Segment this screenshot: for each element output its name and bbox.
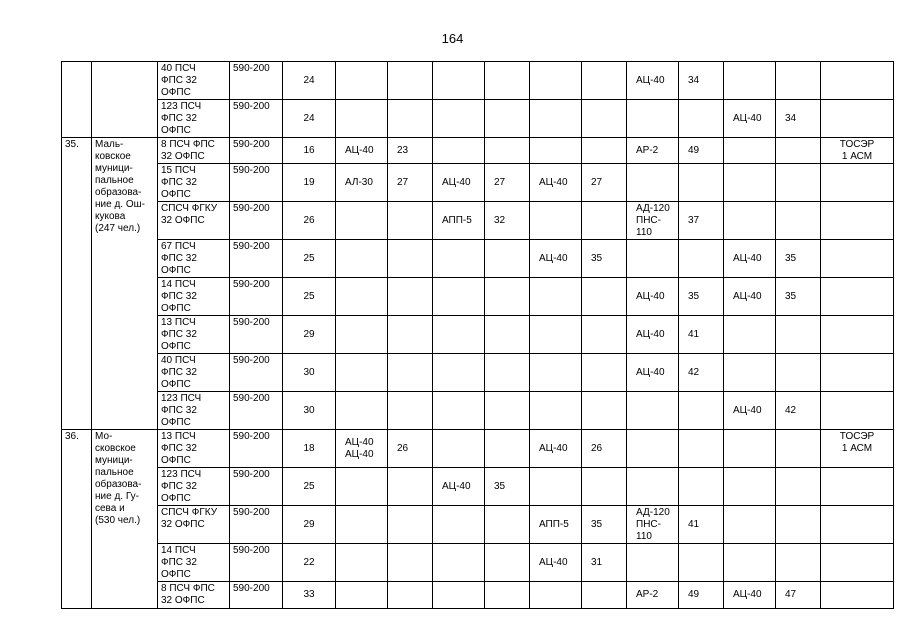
vehicle-time: 26 [388, 430, 433, 468]
vehicle-type: АЦ-40 [724, 100, 776, 138]
page-number: 164 [441, 31, 464, 46]
vehicle-time [679, 544, 724, 582]
vehicle-type: АЦ-40 [724, 582, 776, 609]
base-time: 29 [283, 316, 336, 354]
vehicle-type: АЦ-40 [627, 354, 679, 392]
note [821, 202, 894, 240]
note [821, 544, 894, 582]
vehicle-time [582, 392, 627, 430]
vehicle-time [485, 138, 530, 164]
vehicle-type [530, 138, 582, 164]
fire-unit: СПСЧ ФГКУ 32 ОФПС [158, 202, 230, 240]
unit-code: 590-200 [230, 164, 283, 202]
vehicle-type [433, 62, 485, 100]
fire-unit: 14 ПСЧ ФПС 32 ОФПС [158, 544, 230, 582]
vehicle-time [485, 278, 530, 316]
vehicle-type [724, 506, 776, 544]
base-time: 16 [283, 138, 336, 164]
vehicle-time [582, 202, 627, 240]
fire-unit: 13 ПСЧ ФПС 32 ОФПС [158, 430, 230, 468]
vehicle-type: АЦ-40 [530, 164, 582, 202]
vehicle-time [485, 430, 530, 468]
vehicle-time [485, 240, 530, 278]
table-row [62, 468, 894, 506]
vehicle-type [627, 468, 679, 506]
settlement-name: Мо- сковское муници- пальное образова- ние д. Гу- сева и (530 чел.) [92, 430, 158, 609]
vehicle-time: 42 [679, 354, 724, 392]
vehicle-type [724, 430, 776, 468]
vehicle-type [724, 354, 776, 392]
vehicle-time [679, 392, 724, 430]
vehicle-type [336, 468, 388, 506]
vehicle-type [627, 240, 679, 278]
vehicle-type [433, 392, 485, 430]
note [821, 506, 894, 544]
vehicle-time [776, 164, 821, 202]
settlement-number: 35. [62, 138, 92, 430]
vehicle-type: АД-120 ПНС- 110 [627, 506, 679, 544]
vehicle-type [724, 164, 776, 202]
vehicle-time [582, 354, 627, 392]
vehicle-type [433, 354, 485, 392]
note: ТОСЭР 1 АСМ [821, 138, 894, 164]
settlement-name [92, 62, 158, 138]
vehicle-time: 27 [388, 164, 433, 202]
vehicle-type [724, 468, 776, 506]
vehicle-type [336, 354, 388, 392]
vehicle-type: АЦ-40 [336, 138, 388, 164]
vehicle-type [530, 100, 582, 138]
vehicle-type [433, 316, 485, 354]
vehicle-type: АЦ-40 [433, 164, 485, 202]
base-time: 25 [283, 468, 336, 506]
table-row [62, 100, 894, 138]
vehicle-type [627, 544, 679, 582]
settlement-name: Маль- ковское муници- пальное образова- ние д. Ош- кукова (247 чел.) [92, 138, 158, 430]
vehicle-time [485, 544, 530, 582]
vehicle-type: АПП-5 [530, 506, 582, 544]
vehicle-type: АЦ-40 [724, 240, 776, 278]
note [821, 468, 894, 506]
vehicle-type [627, 392, 679, 430]
base-time: 30 [283, 392, 336, 430]
vehicle-type: АЛ-30 [336, 164, 388, 202]
base-time: 22 [283, 544, 336, 582]
base-time: 30 [283, 354, 336, 392]
vehicle-type [724, 138, 776, 164]
vehicle-time [388, 544, 433, 582]
vehicle-time [485, 582, 530, 609]
vehicle-time: 31 [582, 544, 627, 582]
fire-unit: 14 ПСЧ ФПС 32 ОФПС [158, 278, 230, 316]
vehicle-time [485, 392, 530, 430]
vehicle-type [336, 100, 388, 138]
settlement-number [62, 62, 92, 138]
table-row [62, 430, 894, 468]
vehicle-type [433, 138, 485, 164]
base-time: 24 [283, 62, 336, 100]
vehicle-time: 34 [776, 100, 821, 138]
vehicle-type [336, 278, 388, 316]
unit-code: 590-200 [230, 316, 283, 354]
table-row [62, 582, 894, 609]
vehicle-type [433, 430, 485, 468]
vehicle-time [582, 316, 627, 354]
vehicle-time [679, 164, 724, 202]
vehicle-time [388, 316, 433, 354]
base-time: 18 [283, 430, 336, 468]
unit-code: 590-200 [230, 582, 283, 609]
table-row [62, 278, 894, 316]
vehicle-time [582, 468, 627, 506]
vehicle-type [627, 100, 679, 138]
vehicle-type: АЦ-40 [530, 544, 582, 582]
vehicle-type: АР-2 [627, 138, 679, 164]
table-row [62, 240, 894, 278]
vehicle-time: 41 [679, 506, 724, 544]
vehicle-time [582, 278, 627, 316]
base-time: 24 [283, 100, 336, 138]
unit-code: 590-200 [230, 62, 283, 100]
vehicle-time [485, 100, 530, 138]
vehicle-time [679, 240, 724, 278]
vehicle-type [627, 164, 679, 202]
vehicle-type [433, 506, 485, 544]
vehicle-time: 47 [776, 582, 821, 609]
vehicle-type [530, 202, 582, 240]
fire-unit: 15 ПСЧ ФПС 32 ОФПС [158, 164, 230, 202]
vehicle-time [388, 202, 433, 240]
vehicle-type [336, 544, 388, 582]
fire-deployment-table [61, 61, 894, 609]
vehicle-type [530, 62, 582, 100]
vehicle-time [388, 62, 433, 100]
vehicle-time [776, 506, 821, 544]
vehicle-type: АЦ-40 [627, 62, 679, 100]
unit-code: 590-200 [230, 278, 283, 316]
vehicle-time: 35 [679, 278, 724, 316]
vehicle-type: АЦ-40 [627, 278, 679, 316]
vehicle-time [776, 316, 821, 354]
vehicle-time: 34 [679, 62, 724, 100]
vehicle-time: 49 [679, 138, 724, 164]
note: ТОСЭР 1 АСМ [821, 430, 894, 468]
table-row [62, 202, 894, 240]
vehicle-time [388, 468, 433, 506]
note [821, 354, 894, 392]
vehicle-time [679, 100, 724, 138]
vehicle-type [336, 392, 388, 430]
vehicle-type [433, 240, 485, 278]
vehicle-type: АР-2 [627, 582, 679, 609]
note [821, 62, 894, 100]
vehicle-type [530, 278, 582, 316]
note [821, 240, 894, 278]
vehicle-time: 26 [582, 430, 627, 468]
vehicle-time [776, 62, 821, 100]
vehicle-type [530, 316, 582, 354]
vehicle-time [776, 468, 821, 506]
vehicle-type: АЦ-40 [530, 240, 582, 278]
note [821, 582, 894, 609]
vehicle-time: 41 [679, 316, 724, 354]
vehicle-time [388, 506, 433, 544]
fire-unit: 123 ПСЧ ФПС 32 ОФПС [158, 468, 230, 506]
vehicle-type: АД-120 ПНС- 110 [627, 202, 679, 240]
unit-code: 590-200 [230, 430, 283, 468]
vehicle-time [776, 138, 821, 164]
note [821, 164, 894, 202]
vehicle-type [336, 316, 388, 354]
table-row [62, 506, 894, 544]
vehicle-time [679, 468, 724, 506]
vehicle-time: 32 [485, 202, 530, 240]
vehicle-type [627, 430, 679, 468]
vehicle-time [582, 62, 627, 100]
vehicle-type: АЦ-40 АЦ-40 [336, 430, 388, 468]
table-row [62, 164, 894, 202]
fire-unit: СПСЧ ФГКУ 32 ОФПС [158, 506, 230, 544]
vehicle-type: АПП-5 [433, 202, 485, 240]
vehicle-type [530, 582, 582, 609]
note [821, 100, 894, 138]
vehicle-type [336, 582, 388, 609]
vehicle-type [336, 62, 388, 100]
vehicle-time [388, 582, 433, 609]
unit-code: 590-200 [230, 544, 283, 582]
vehicle-time: 49 [679, 582, 724, 609]
base-time: 26 [283, 202, 336, 240]
vehicle-time: 23 [388, 138, 433, 164]
unit-code: 590-200 [230, 202, 283, 240]
vehicle-type [530, 392, 582, 430]
vehicle-time [776, 354, 821, 392]
base-time: 19 [283, 164, 336, 202]
vehicle-time: 27 [582, 164, 627, 202]
vehicle-type [724, 316, 776, 354]
unit-code: 590-200 [230, 100, 283, 138]
unit-code: 590-200 [230, 392, 283, 430]
unit-code: 590-200 [230, 468, 283, 506]
vehicle-time [582, 582, 627, 609]
vehicle-type [433, 100, 485, 138]
vehicle-time [679, 430, 724, 468]
vehicle-time [388, 240, 433, 278]
table-row [62, 316, 894, 354]
fire-unit: 123 ПСЧ ФПС 32 ОФПС [158, 392, 230, 430]
vehicle-time: 35 [582, 240, 627, 278]
fire-unit: 123 ПСЧ ФПС 32 ОФПС [158, 100, 230, 138]
vehicle-type [724, 544, 776, 582]
vehicle-type: АЦ-40 [530, 430, 582, 468]
base-time: 29 [283, 506, 336, 544]
vehicle-time [388, 392, 433, 430]
settlement-number: 36. [62, 430, 92, 609]
fire-unit: 13 ПСЧ ФПС 32 ОФПС [158, 316, 230, 354]
vehicle-time: 35 [582, 506, 627, 544]
vehicle-time [388, 278, 433, 316]
vehicle-type [433, 582, 485, 609]
table-row [62, 62, 894, 100]
vehicle-type [724, 62, 776, 100]
vehicle-time [485, 316, 530, 354]
table-row [62, 138, 894, 164]
vehicle-time: 27 [485, 164, 530, 202]
note [821, 392, 894, 430]
note [821, 278, 894, 316]
base-time: 25 [283, 240, 336, 278]
base-time: 33 [283, 582, 336, 609]
vehicle-time: 35 [776, 240, 821, 278]
vehicle-type [433, 544, 485, 582]
vehicle-time [485, 506, 530, 544]
vehicle-time [388, 100, 433, 138]
vehicle-time [485, 354, 530, 392]
vehicle-type [433, 278, 485, 316]
vehicle-time [582, 138, 627, 164]
vehicle-time: 42 [776, 392, 821, 430]
fire-unit: 40 ПСЧ ФПС 32 ОФПС [158, 62, 230, 100]
table-row [62, 544, 894, 582]
vehicle-type: АЦ-40 [627, 316, 679, 354]
unit-code: 590-200 [230, 506, 283, 544]
vehicle-type [336, 202, 388, 240]
vehicle-time [582, 100, 627, 138]
vehicle-time [776, 430, 821, 468]
vehicle-type [724, 202, 776, 240]
note [821, 316, 894, 354]
fire-unit: 67 ПСЧ ФПС 32 ОФПС [158, 240, 230, 278]
table-row [62, 354, 894, 392]
vehicle-time [485, 62, 530, 100]
vehicle-time [776, 544, 821, 582]
unit-code: 590-200 [230, 354, 283, 392]
vehicle-time [776, 202, 821, 240]
unit-code: 590-200 [230, 240, 283, 278]
vehicle-time [388, 354, 433, 392]
fire-unit: 8 ПСЧ ФПС 32 ОФПС [158, 138, 230, 164]
fire-unit: 40 ПСЧ ФПС 32 ОФПС [158, 354, 230, 392]
vehicle-type [530, 468, 582, 506]
vehicle-type [336, 240, 388, 278]
vehicle-type [530, 354, 582, 392]
table-row [62, 392, 894, 430]
vehicle-type: АЦ-40 [724, 392, 776, 430]
base-time: 25 [283, 278, 336, 316]
vehicle-time: 35 [485, 468, 530, 506]
unit-code: 590-200 [230, 138, 283, 164]
vehicle-type [336, 506, 388, 544]
vehicle-type: АЦ-40 [433, 468, 485, 506]
vehicle-time: 35 [776, 278, 821, 316]
vehicle-time: 37 [679, 202, 724, 240]
vehicle-type: АЦ-40 [724, 278, 776, 316]
fire-unit: 8 ПСЧ ФПС 32 ОФПС [158, 582, 230, 609]
